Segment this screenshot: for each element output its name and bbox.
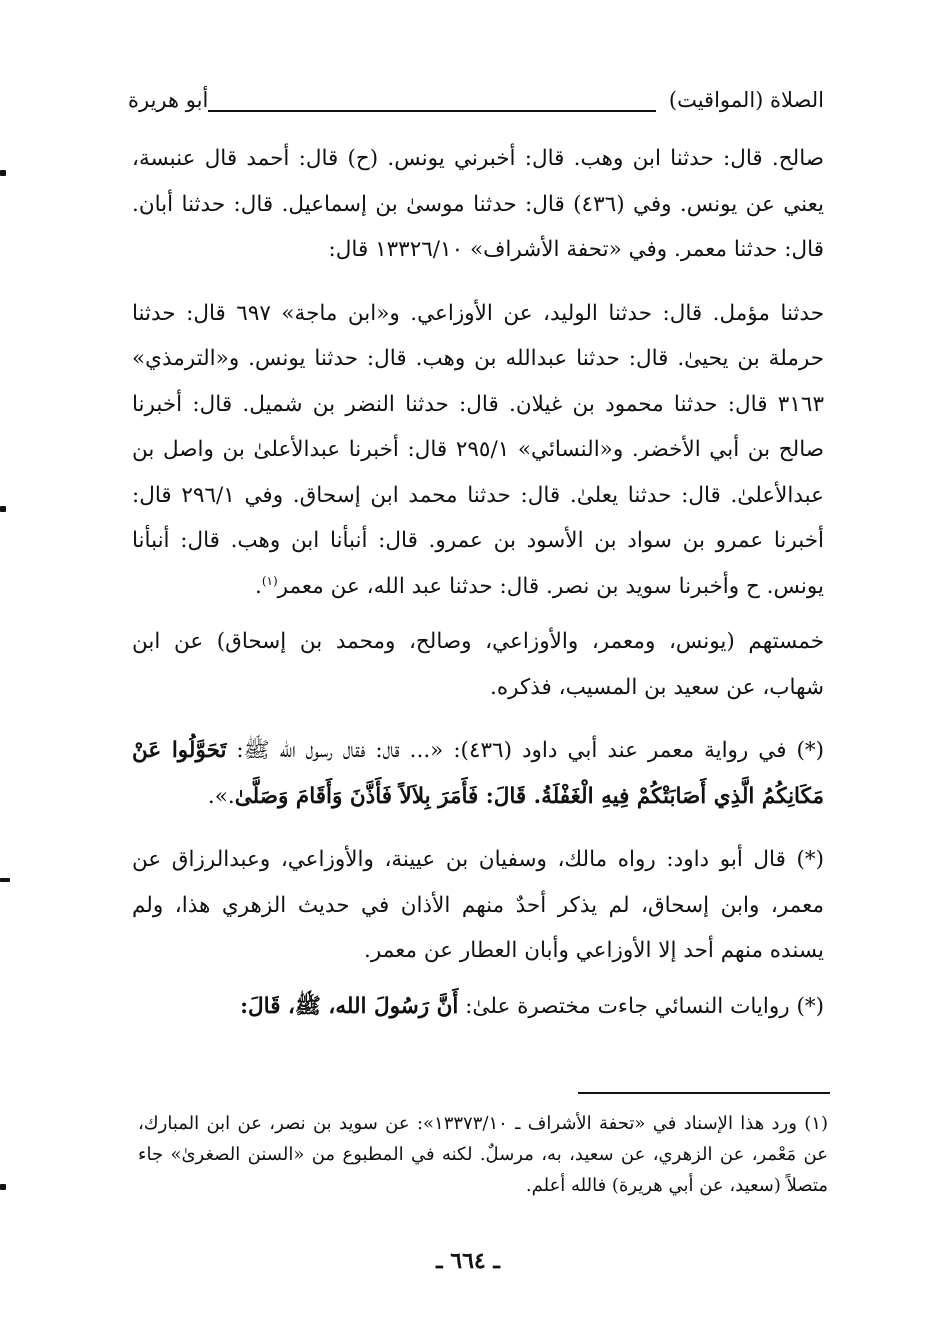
note-1-intro: (*) في رواية معمر عند أبي داود (٤٣٦): «... قال: فقال رسول الله ﷺ: [226,738,825,763]
page-number: ـ ٦٦٤ ـ [436,1248,500,1274]
note-3-hadith: أَنَّ رَسُولَ الله، ﷺ، قَالَ: [240,993,459,1019]
scan-mark [0,1184,6,1190]
paragraph-3: خمستهم (يونس، ومعمر، والأوزاعي، وصالح، ومحمد بن إسحاق) عن ابن شهاب، عن سعيد بن المسيب، فذكره. [132,629,824,700]
scan-mark [0,170,6,176]
note-1 [132,728,824,819]
header-rule [208,110,656,112]
note-3-intro: (*) روايات النسائي جاءت مختصرة علىٰ: [458,993,824,1019]
main-text [132,136,824,1039]
running-header [128,88,824,122]
chapter-title: الصلاة (المواقيت) [668,88,824,112]
note-1-hadith: تَحَوَّلُوا عَنْ مَكَانِكُمُ الَّذِي أَصَابَتْكُمْ فِيهِ الْغَفْلَةُ. قَالَ: فَأَمَرَ بِلاَلاً فَأَذَّنَ وَأَقَامَ وَصَلَّىٰ [132,738,824,809]
note-1-end: .». [207,783,235,809]
footnote-marker: (١) [261,573,278,588]
paragraph-2: حدثنا مؤمل. قال: حدثنا الوليد، عن الأوزاعي. و«ابن ماجة» ٦٩٧ قال: حدثنا حرملة بن يحيىٰ. قال: حدثنا عبدالله بن وهب. قال: حدثنا يونس. و«الترمذي» ٣١٦٣ قال: حدثنا محمود بن غيلان. قال: حدثنا النضر بن شميل. قال: أخبرنا صالح بن أبي الأخضر. و«النسائي» ٢٩٥/١ قال: أخبرنا عبدالأعلىٰ بن واصل بن عبدالأعلىٰ. قال: حدثنا يعلىٰ. قال: حدثنا محمد ابن إسحاق. وفي ٢٩٦/١ قال: أخبرنا عمرو بن سواد بن الأسود بن عمرو. قال: أنبأنا ابن وهب. قال: أنبأنا يونس. ح وأخبرنا سويد بن نصر. قال: حدثنا عبد الله، عن معمر$^{(١)}$. [132,300,825,599]
footnote-rule [578,1092,830,1094]
note-3 [132,984,824,1030]
footnote: (١) ورد هذا الإسناد في «تحفة الأشراف ـ ١٣٣٧٣/١٠»: عن سويد بن نصر، عن ابن المبارك، عن مَعْمر، عن الزهري، عن سعيد، به، مرسلٌ. لكنه في المطبوع من «السنن الصغرىٰ» جاء متصلاً (سعيد، عن أبي هريرة) فالله أعلم. [138,1113,828,1196]
paragraph-1: صالح. قال: حدثنا ابن وهب. قال: أخبرني يونس. (ح) قال: أحمد قال عنبسة، يعني عن يونس. وفي (٤٣٦) قال: حدثنا موسىٰ بن إسماعيل. قال: حدثنا أبان. قال: حدثنا معمر. وفي «تحفة الأشراف» ١٣٣٢٦/١٠ قال: [132,146,824,262]
note-2: (*) قال أبو داود: رواه مالك، وسفيان بن عيينة، والأوزاعي، وعبدالرزاق عن معمر، وابن إسحاق، لم يذكر أحدٌ منهم الأذان في حديث الزهري هذا، ولم يسنده منهم أحد إلا الأوزاعي وأبان العطار عن معمر. [132,847,824,963]
paragraph-2-text: حدثنا مؤمل. قال: حدثنا الوليد، عن الأوزاعي. و«ابن ماجة» ٦٩٧ قال: حدثنا حرملة بن يحيىٰ. قال: حدثنا عبدالله بن وهب. قال: حدثنا يونس. و«الترمذي» ٣١٦٣ قال: حدثنا محمود بن غيلان. قال: حدثنا النضر بن شميل. قال: أخبرنا صالح بن أبي الأخضر. و«النسائي» ٢٩٥/١ قال: أخبرنا عبدالأعلىٰ بن واصل بن عبدالأعلىٰ. قال: حدثنا يعلىٰ. قال: حدثنا محمد ابن إسحاق. وفي ٢٩٦/١ قال: أخبرنا عمرو بن سواد بن الأسود بن عمرو. قال: أنبأنا ابن وهب. قال: أنبأنا يونس. ح وأخبرنا سويد بن نصر. قال: حدثنا عبد الله، عن معمر [132,300,825,599]
narrator-title: أبو هريرة [128,88,209,112]
scan-mark [0,506,6,512]
scan-mark [0,878,10,882]
